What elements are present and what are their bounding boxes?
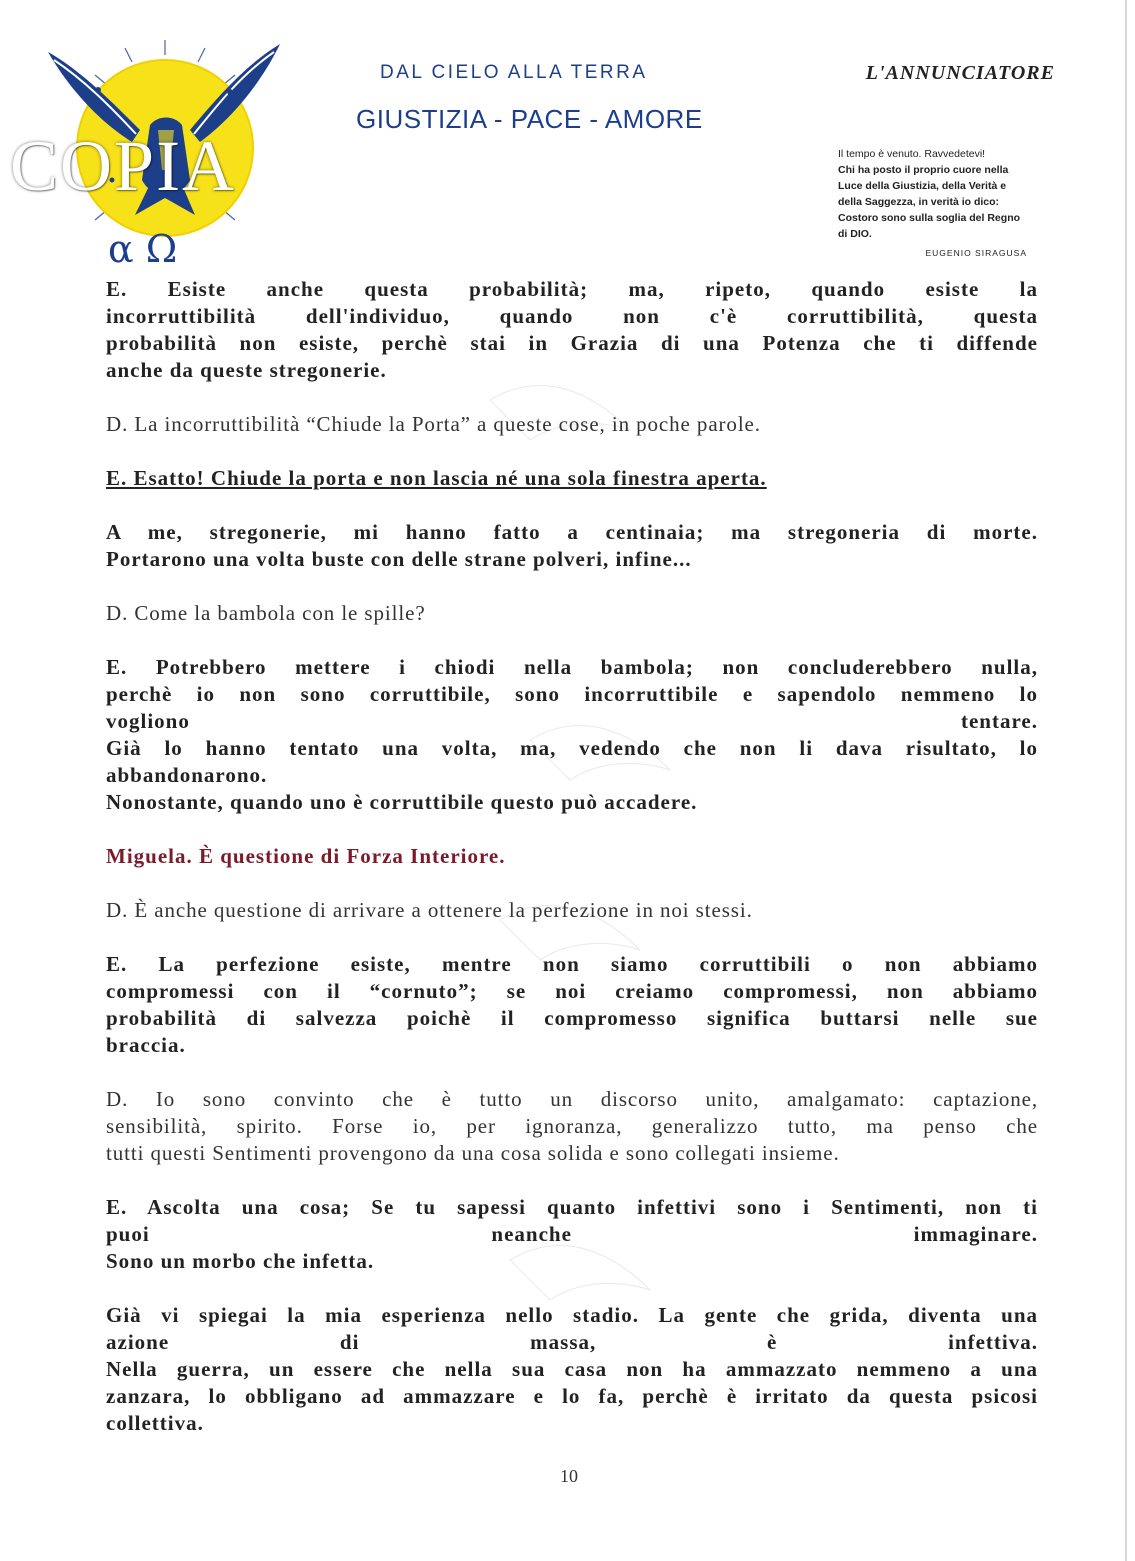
paragraph-line: azione di massa, è infettiva. bbox=[106, 1330, 1038, 1354]
paragraph-line: Nonostante, quando uno è corruttibile questo può accadere. bbox=[106, 790, 698, 814]
document-body bbox=[106, 276, 1038, 1464]
paragraph-line: Portarono una volta buste con delle strane polveri, infine... bbox=[106, 547, 692, 571]
paragraph bbox=[106, 951, 1038, 1059]
page-edge bbox=[1125, 0, 1127, 1561]
paragraph-line: Miguela. È questione di Forza Interiore. bbox=[106, 844, 506, 868]
paragraph bbox=[106, 411, 1038, 438]
alpha-omega-symbols: α Ω bbox=[108, 227, 178, 271]
paragraph bbox=[106, 1302, 1038, 1437]
copia-watermark: COPIA bbox=[10, 126, 237, 206]
paragraph-line: D. Io sono convinto che è tutto un discorso unito, amalgamato: captazione, bbox=[106, 1087, 1038, 1111]
paragraph-line: collettiva. bbox=[106, 1411, 204, 1435]
quote-line: Il tempo è venuto. Ravvedetevi! bbox=[838, 148, 986, 160]
paragraph-line: D. Come la bambola con le spille? bbox=[106, 601, 426, 625]
paragraph-line: abbandonarono. bbox=[106, 763, 268, 787]
paragraph-line: E. Esatto! Chiude la porta e non lascia né una sola finestra aperta. bbox=[106, 466, 767, 490]
paragraph-line: D. È anche questione di arrivare a ottenere la perfezione in noi stessi. bbox=[106, 898, 753, 922]
paragraph-line: incorruttibilità dell'individuo, quando non c'è corruttibilità, questa bbox=[106, 304, 1038, 328]
paragraph bbox=[106, 897, 1038, 924]
paragraph-line: D. La incorruttibilità “Chiude la Porta” a queste cose, in poche parole. bbox=[106, 412, 761, 436]
paragraph bbox=[106, 1194, 1038, 1275]
paragraph-line: anche da queste stregonerie. bbox=[106, 358, 387, 382]
paragraph-line: perchè io non sono corruttibile, sono incorruttibile e sapendolo nemmeno lo bbox=[106, 682, 1038, 706]
paragraph-line: A me, stregonerie, mi hanno fatto a centinaia; ma stregoneria di morte. bbox=[106, 520, 1038, 544]
paragraph-line: braccia. bbox=[106, 1033, 186, 1057]
paragraph-line: puoi neanche immaginare. bbox=[106, 1222, 1038, 1246]
quote-line: di DIO. bbox=[838, 228, 872, 240]
paragraph bbox=[106, 654, 1038, 816]
quote-line: Costoro sono sulla soglia del Regno bbox=[838, 212, 1021, 224]
paragraph-line: vogliono tentare. bbox=[106, 709, 1038, 733]
quote-line: della Saggezza, in verità io dico: bbox=[838, 196, 1000, 208]
paragraph-line: E. Potrebbero mettere i chiodi nella bambola; non concluderebbero nulla, bbox=[106, 655, 1038, 679]
paragraph bbox=[106, 519, 1038, 573]
paragraph bbox=[106, 600, 1038, 627]
paragraph-line: tutti questi Sentimenti provengono da una cosa solida e sono collegati insieme. bbox=[106, 1141, 840, 1165]
paragraph-line: sensibilità, spirito. Forse io, per ignoranza, generalizzo tutto, ma penso che bbox=[106, 1114, 1038, 1138]
page-number: 10 bbox=[560, 1466, 578, 1486]
paragraph-line: E. La perfezione esiste, mentre non siamo corruttibili o non abbiamo bbox=[106, 952, 1038, 976]
paragraph-line: Già vi spiegai la mia esperienza nello stadio. La gente che grida, diventa una bbox=[106, 1303, 1038, 1327]
paragraph bbox=[106, 843, 1038, 870]
header-subtitle: GIUSTIZIA - PACE - AMORE bbox=[356, 104, 703, 134]
header-quote bbox=[838, 146, 1028, 242]
paragraph-line: Sono un morbo che infetta. bbox=[106, 1249, 375, 1273]
paragraph-line: zanzara, lo obbligano ad ammazzare e lo fa, perchè è irritato da questa psicosi bbox=[106, 1384, 1038, 1408]
header-motto: DAL CIELO ALLA TERRA bbox=[380, 62, 648, 83]
quote-author: EUGENIO SIRAGUSA bbox=[925, 248, 1027, 258]
paragraph-line: probabilità non esiste, perchè stai in Grazia di una Potenza che ti diffende bbox=[106, 331, 1038, 355]
paragraph-line: probabilità di salvezza poichè il compromesso significa buttarsi nelle sue bbox=[106, 1006, 1038, 1030]
paragraph bbox=[106, 465, 1038, 492]
publication-title: L'ANNUNCIATORE bbox=[865, 62, 1055, 84]
paragraph-line: Nella guerra, un essere che nella sua casa non ha ammazzato nemmeno a una bbox=[106, 1357, 1038, 1381]
paragraph-line: compromessi con il “cornuto”; se noi creiamo compromessi, non abbiamo bbox=[106, 979, 1038, 1003]
quote-line: Chi ha posto il proprio cuore nella bbox=[838, 164, 1009, 176]
quote-line: Luce della Giustizia, della Verità e bbox=[838, 180, 1007, 192]
paragraph bbox=[106, 1086, 1038, 1167]
paragraph-line: E. Esiste anche questa probabilità; ma, ripeto, quando esiste la bbox=[106, 277, 1038, 301]
paragraph-line: Già lo hanno tentato una volta, ma, vedendo che non li dava risultato, lo bbox=[106, 736, 1038, 760]
paragraph bbox=[106, 276, 1038, 384]
paragraph-line: E. Ascolta una cosa; Se tu sapessi quanto infettivi sono i Sentimenti, non ti bbox=[106, 1195, 1038, 1219]
